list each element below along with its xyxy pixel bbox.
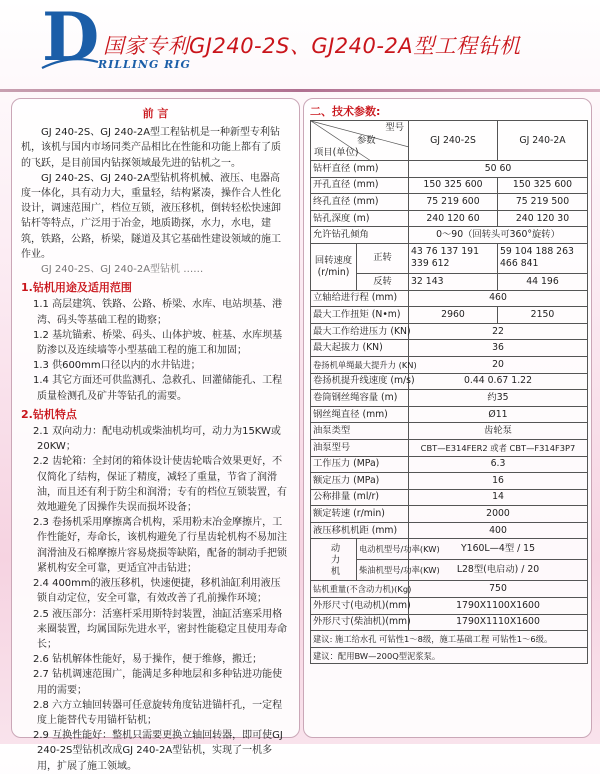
logo-letter: D [42,0,100,76]
intro-panel [11,98,300,772]
row-label: 钻孔深度 (m) [311,210,409,227]
table-row [311,340,588,357]
speed-forward-2a: 59 104 188 263 466 841 [498,243,588,273]
speed-forward-label: 正转 [357,243,409,273]
row-value: 460 [409,290,588,307]
table-row [311,390,588,407]
row-value-2a: 240 120 30 [498,210,588,227]
feature-item: 2.1 双向动力：配电动机或柴油机均可，动力为15KW或20KW； [33,426,281,453]
row-label: 最大起拔力 (KN) [311,340,409,357]
usage-item: 1.2 基坑锚索、桥梁、码头、山体护坡、桩基、水库坝基防渗以及连续墙等小型基础工程的施工和加固； [33,329,283,357]
foreword-paragraph-1: GJ 240-2S、GJ 240-2A型工程钻机是一种新型专利钻机，该机与国内市场同类产品相比在性能和功能上都有了质的飞跃，是目前国内钻探领域最先进的钻机之一。 [21,127,281,169]
table-header-row [311,121,588,161]
row-label: 终孔直径 (mm) [311,194,409,211]
table-row [311,506,588,523]
feature-item: 2.2 齿轮箱：全封闭的箱体设计使齿轮啮合效果更好，不仅简化了结构，保证了精度，减轻了重量，节省了润滑油，而且还有利于防尘和润滑；专有的档位互锁装置，有效地避免了因操作失误而损坏设备； [33,456,287,514]
row-label: 额定压力 (MPa) [311,473,409,490]
table-row [311,631,588,648]
row-value-2a: 2150 [498,307,588,324]
table-row [311,243,588,273]
row-label: 油泵类型 [311,423,409,440]
power-diesel-label: 柴油机型号/功率(KW) [357,560,409,581]
foreword-title: 前 言 [142,107,169,120]
params-panel [303,98,592,738]
row-value: 2000 [409,506,588,523]
power-label: 动力机 [311,539,357,581]
row-label: 开孔直径 (mm) [311,177,409,194]
table-row [311,210,588,227]
row-value: 1790X1100X1600 [409,598,588,615]
row-label: 外形尺寸(电动机)(mm) [311,598,409,615]
speed-label: 回转速度 (r/min) [311,243,357,290]
diagonal-header-cell [311,121,409,161]
table-row [311,473,588,490]
row-label: 卷扬机单绳最大提升力 (KN) [311,356,409,373]
feature-item: 2.6 钻机解体性能好，易于操作，便于维修，搬迁； [33,654,263,666]
table-row [311,307,588,324]
header-param-label: 参数 [357,135,376,146]
foreword-paragraph-2: GJ 240-2S、GJ 240-2A型钻机将机械、液压、电器高度一体化，具有动力大，重量轻，结构紧凑，操作合人性化设计，调速范围广，档位互锁，液压移机，倒转轻松快速卸钻杆等特点，广泛用于冶金，地质勘探，水力，水电，建筑，铁路，公路，桥梁，隧道及其它基础性建设领域的施工作业。 [21,172,281,260]
row-value: 约35 [409,390,588,407]
row-label: 卷筒钢丝绳容量 (m) [311,390,409,407]
table-row [311,406,588,423]
table-row [311,522,588,539]
row-label: 卷扬机提升线速度 (m/s) [311,373,409,390]
row-label: 油泵型号 [311,439,409,456]
row-value-2s: 240 120 60 [409,210,498,227]
params-title: 二、技术参数: [310,105,381,118]
row-label: 钢丝绳直径 (mm) [311,406,409,423]
spec-table [310,120,588,664]
row-label: 外形尺寸(柴油机)(mm) [311,614,409,631]
row-value-2s: 75 219 600 [409,194,498,211]
row-label: 立轴给进行程 (mm) [311,290,409,307]
table-row [311,598,588,615]
logo-swoosh-icon [40,52,100,72]
row-value-2s: 2960 [409,307,498,324]
table-row [311,177,588,194]
row-value: 齿轮泵 [409,423,588,440]
usage-item: 1.3 供600mm口径以内的水井钻进； [33,360,201,372]
row-label: 允许钻孔倾角 [311,227,409,244]
table-row [311,456,588,473]
header-col-2a: GJ 240-2A [498,121,588,161]
table-row [311,194,588,211]
row-label: 公称排量 (ml/r) [311,489,409,506]
row-label: 额定转速 (r/min) [311,506,409,523]
page-title: 国家专利GJ240-2S、GJ240-2A型工程钻机 [103,34,521,58]
row-value: CBT—E314FER2 或者 CBT—F314F3P7 [409,439,588,456]
table-row [311,423,588,440]
table-row [311,581,588,598]
logo-text: RILLING RIG [98,58,191,71]
feature-item: 2.5 液压部分：活塞杆采用斯特封装置，油缸活塞采用格来圈装置，均属国际先进水平，密封性能稳定且使用寿命长； [33,608,287,650]
row-value: 400 [409,522,588,539]
page-header [0,0,600,92]
speed-reverse-2s: 32 143 [409,273,498,290]
header-divider [0,89,600,92]
row-value-2a: 150 325 600 [498,177,588,194]
power-electric-label: 电动机型号/功率(KW) [357,539,409,560]
row-label: 最大工作给进压力 (KN) [311,323,409,340]
row-label: 钻杆直径 (mm) [311,161,409,178]
table-row [311,539,588,560]
row-value: 14 [409,489,588,506]
speed-reverse-label: 反转 [357,273,409,290]
speed-reverse-2a: 44 196 [498,273,588,290]
usage-title: 1.钻机用途及适用范围 [21,281,132,295]
header-col-2s: GJ 240-2S [409,121,498,161]
features-title: 2.钻机特点 [21,407,77,421]
row-value: Ø11 [409,406,588,423]
table-row [311,356,588,373]
row-value: 50 60 [409,161,588,178]
row-label: 液压移机机距 (mm) [311,522,409,539]
usage-item: 1.4 其它方面还可供监测孔、急救孔、回灌储能孔、工程质量检测孔及矿井等钻孔的需要。 [33,375,283,402]
table-row [311,439,588,456]
feature-item: 2.9 互换性能好：整机只需要更换立轴回转器，即可使GJ 240-2S型钻机改成GJ 240-2A型钻机，实现了一机多用，扩展了施工领域。 [33,730,283,772]
row-label: 工作压力 (MPa) [311,456,409,473]
table-row [311,290,588,307]
header-item-label: 项目(单位) [314,147,359,158]
row-value: 22 [409,323,588,340]
power-electric-value: Y160L—4型 / 15 [409,539,588,560]
row-value: 20 [409,356,588,373]
row-value: 16 [409,473,588,490]
table-row [311,614,588,631]
row-value: 750 [409,581,588,598]
speed-forward-2s: 43 76 137 191 339 612 [409,243,498,273]
row-value-2a: 75 219 500 [498,194,588,211]
header-model-label: 型号 [385,122,404,133]
note-row: 建议：配用BW—200Q型泥浆泵。 [311,647,588,664]
row-label: 钻机重量(不含动力机)(Kg) [311,581,409,598]
table-row [311,489,588,506]
row-value: 6.3 [409,456,588,473]
feature-item: 2.8 六方立轴回转器可任意旋转角度钻进锚杆孔，一定程度上能替代专用锚杆钻机； [33,699,283,726]
feature-item: 2.4 400mm的液压移机，快速便捷，移机油缸利用液压锁自动定位，安全可靠，有效改善了孔前操作环境； [33,578,281,605]
row-value: 0～90（回转头可360°旋转） [409,227,588,244]
table-row [311,227,588,244]
row-value: 0.44 0.67 1.22 [409,373,588,390]
table-row [311,373,588,390]
foreword-faded-line: GJ 240-2S、GJ 240-2A型钻机 …… [41,264,204,276]
feature-item: 2.3 卷扬机采用摩擦离合机构，采用粉末冶金摩擦片，工作性能好，寿命长，该机构避免了行星齿轮机构不易加注润滑油及石棉摩擦片容易烧损等缺陷，配备的制动手把锁紧机构安全可靠，更适宜冲击钻进； [33,517,287,574]
row-label: 最大工作扭矩 (N•m) [311,307,409,324]
power-diesel-value: L28型(电启动) / 20 [409,560,588,581]
row-value: 1790X1110X1600 [409,614,588,631]
row-value-2s: 150 325 600 [409,177,498,194]
row-value: 36 [409,340,588,357]
note-row: 建议: 施工给水孔 可钻性1～8级，施工基础工程 可钻性1～6级。 [311,631,588,648]
table-row [311,647,588,664]
usage-item: 1.1 高层建筑、铁路、公路、桥梁、水库、电站坝基、港湾、码头等基础工程的勘察； [33,299,283,326]
table-row [311,161,588,178]
table-row [311,323,588,340]
feature-item: 2.7 钻机调速范围广，能满足多种地层和多种钻进功能使用的需要； [33,669,283,696]
